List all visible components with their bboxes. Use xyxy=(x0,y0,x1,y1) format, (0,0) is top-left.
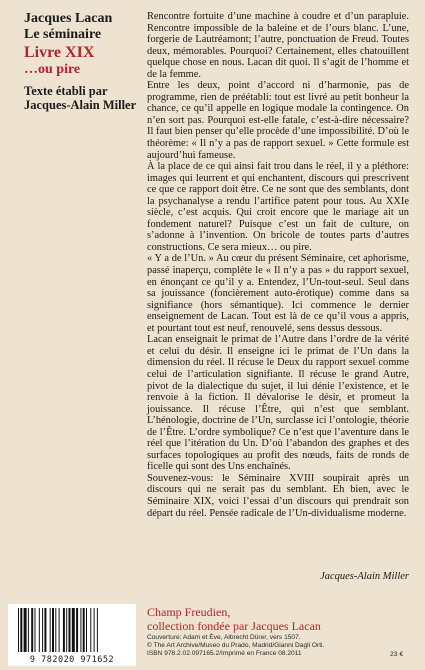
editor-line-2: Jacques-Alain Miller xyxy=(24,98,137,112)
isbn-barcode xyxy=(8,604,136,666)
collection-line-2: collection fondée par Jacques Lacan xyxy=(147,619,321,633)
volume-title: Livre XIX xyxy=(24,44,95,61)
paragraph-5: Lacan enseignait le primat de l’Autre dans l’ordre de la vérité et celui du désir. Il enseigne ici le primat de l’Un dans la dimension du réel. Il récuse le Deux du rapport sexuel comme celui de l’articulation signifiante. Il récuse le grand Autre, pivot de la dialectique du sujet, il lui dénie l’existence, et le renvoie à la fiction. Il dévalorise le désir, et promeut la jouissance. Il récuse l’Être, qui n’est que semblant. L’hénologie, doctrine de l’Un, surclasse ici l’ontologie, théorie de l’Être. L’ordre symbolique? Ce n’est que l’aventure dans le réel que l’itération du Un. D’où l’abandon des graphes et des surfaces topologiques au profit des nœuds, faits de ronds de ficelle qui sont des Uns enchaînés. xyxy=(147,334,409,473)
credits-line-1: Couverture: Adam et Ève, Albrecht Dürer, vers 1507. xyxy=(147,634,301,641)
author-name: Jacques Lacan xyxy=(24,11,113,26)
barcode-number: 9 782020 971652 xyxy=(29,655,115,665)
credits-line-2: © The Art Archive/Museo du Prado, Madrid/Gianni Dagli Orti. xyxy=(147,642,325,649)
signature: Jacques-Alain Miller xyxy=(320,571,409,582)
paragraph-3: À la place de ce qui ainsi fait trou dans le réel, il y a pléthore: images qui leurrent et qui enchantent, discours qui prescrivent ce que ce rapport doit être. Ce ne sont que des semblants, dont la psychanalyse a rendu l’artifice patent pour tous. Au XXIe siècle, c’est acquis. Qui croit encore que le mariage ait un fondement naturel? Puisque c’est un fait de culture, on s’adonne à l’invention. On bricole de toutes parts d’autres constructions. Ce sera mieux… ou pire. xyxy=(147,161,409,253)
series-title: Le séminaire xyxy=(24,27,102,42)
credits-line-3: ISBN 978.2.02.097165.2/Imprimé en France 08.2011 xyxy=(147,650,302,657)
paragraph-1: Rencontre fortuite d’une machine à coudre et d’un parapluie. Rencontre impossible de la baleine et de l’ours blanc. L’une, forgerie de Lautréamont; l’autre, ponctuation de Freud. Toutes deux, mémorables. Pourquoi? Certainement, elles chatouillent quelque chose en nous. Lacan dit quoi. Il s’agit de l’homme et de la femme. xyxy=(147,11,409,80)
price-tag: 23 € xyxy=(390,651,404,658)
barcode-icon xyxy=(16,608,128,652)
collection-line-1: Champ Freudien, xyxy=(147,605,231,619)
credits xyxy=(147,634,377,658)
paragraph-2: Entre les deux, point d’accord ni d’harmonie, pas de programme, rien de préétabli: tout est livré au petit bonheur la chance, ce qu’il appelle en logique modale la contingence. On n’en sort pas. Pourquoi est-elle fatale, c’est-à-dire nécessaire? Il faut bien penser qu’elle procède d’une impossibilité. D’où le théorème: « Il n’y a pas de rapport sexuel. » Cette formule est aujourd’hui fameuse. xyxy=(147,80,409,161)
collection-info xyxy=(147,605,409,633)
paragraph-4: « Y a de l’Un. » Au cœur du présent Séminaire, cet aphorisme, passé inaperçu, complète le « Il n’y a pas » du rapport sexuel, en énonçant ce qu’il y a. Entendez, l’Un-tout-seul. Seul dans sa jouissance (foncièrement auto-érotique) comme dans sa signifiance (hors sémantique). Ici commence le dernier enseignement de Lacan. Tout est là de ce qu’il vous a appris, et pourtant tout est neuf, renouvelé, sens dessus dessous. xyxy=(147,253,409,334)
book-subtitle: …ou pire xyxy=(24,62,81,77)
title-block xyxy=(24,11,144,112)
paragraph-6: Souvenez-vous: le Séminaire XVIII soupirait après un discours qui ne serait pas du semblant. Eh bien, avec le Séminaire XIX, voici l’essai d’un discours qui prendrait son départ du réel. Pensée radicale de l’Un-dividualisme moderne. xyxy=(147,472,409,519)
editor-line-1: Texte établi par xyxy=(24,84,108,98)
back-cover-text xyxy=(147,11,409,519)
